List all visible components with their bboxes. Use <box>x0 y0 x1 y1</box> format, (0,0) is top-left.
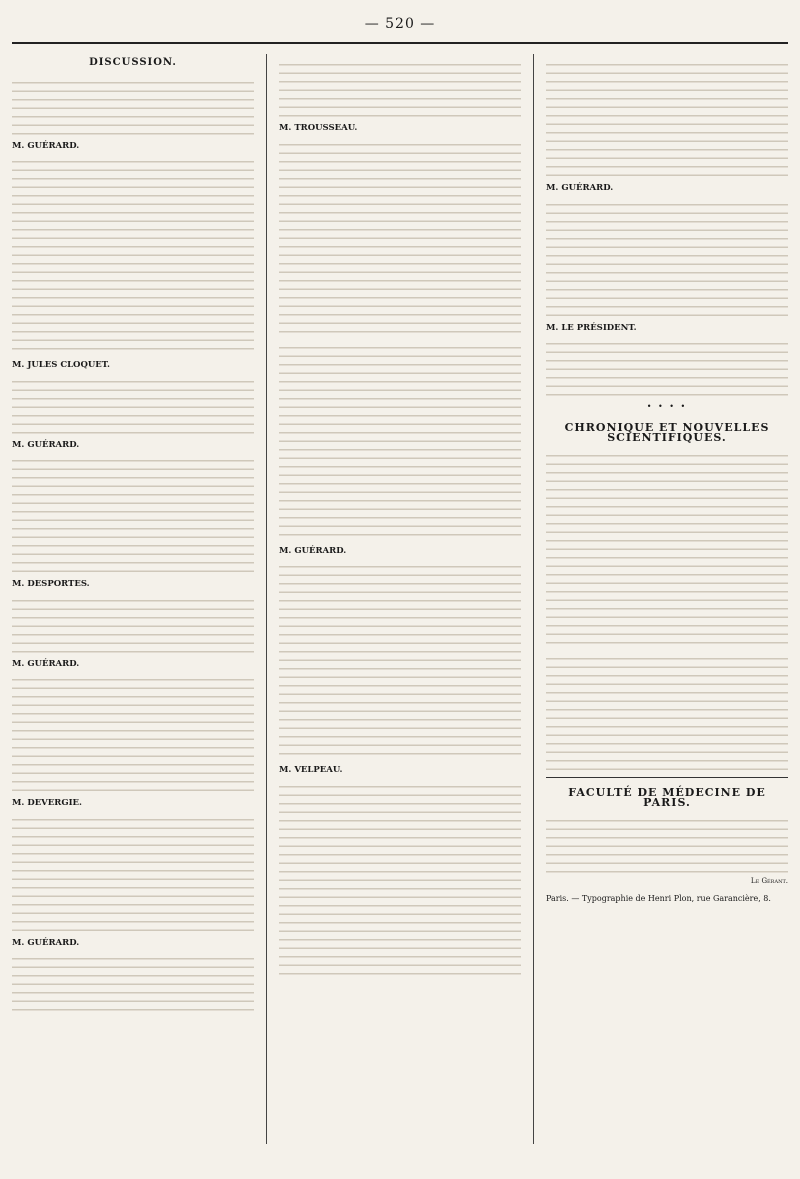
text-block <box>279 340 521 540</box>
speaker-name: M. GUÉRARD. <box>12 658 80 669</box>
text-block <box>546 197 788 317</box>
text-block <box>546 336 788 396</box>
text-block <box>279 559 521 759</box>
page-number: — 520 — <box>364 16 436 32</box>
text-block <box>12 374 254 434</box>
text-block <box>12 75 254 135</box>
text-block <box>12 812 254 932</box>
imprint-line: Paris. — Typographie de Henri Plon, rue Garancière, 8. <box>546 894 771 903</box>
columns <box>12 54 788 1144</box>
text-block <box>12 593 254 653</box>
text-block <box>279 779 521 979</box>
ornament-rule: • • • • <box>646 402 688 411</box>
text-block <box>12 453 254 573</box>
speaker-name: M. DESPORTES. <box>12 579 90 589</box>
text-block <box>546 813 788 873</box>
text-block <box>546 448 788 648</box>
right-column <box>546 54 788 1144</box>
speaker-name: M. GUÉRARD. <box>12 439 80 450</box>
text-block <box>546 57 788 177</box>
discussion-heading: DISCUSSION. <box>89 57 177 68</box>
signature: Le Gérant. <box>750 876 788 885</box>
middle-column <box>279 54 521 1144</box>
speaker-name: M. JULES CLOQUET. <box>12 360 110 370</box>
speaker-name: M. LE PRÉSIDENT. <box>546 322 637 333</box>
text-block <box>279 137 521 337</box>
column-divider <box>266 54 267 1144</box>
text-block <box>279 57 521 117</box>
faculty-heading: FACULTÉ DE MÉDECINE DE PARIS. <box>568 785 766 809</box>
speaker-name: M. VELPEAU. <box>279 765 343 775</box>
speaker-name: M. GUÉRARD. <box>546 183 614 193</box>
section-rule <box>546 777 788 778</box>
column-divider <box>533 54 534 1144</box>
top-rule <box>12 42 788 44</box>
speaker-name: M. GUÉRARD. <box>279 545 347 556</box>
text-block <box>12 154 254 354</box>
text-block <box>546 651 788 771</box>
speaker-name: M. GUÉRARD. <box>12 937 80 948</box>
text-block <box>12 672 254 792</box>
speaker-name: M. DEVERGIE. <box>12 798 82 808</box>
chronicle-heading: CHRONIQUE ET NOUVELLES SCIENTIFIQUES. <box>564 420 770 444</box>
speaker-name: M. GUÉRARD. <box>12 140 80 151</box>
text-block <box>12 951 254 1011</box>
left-column <box>12 54 254 1144</box>
speaker-name: M. TROUSSEAU. <box>279 123 358 133</box>
